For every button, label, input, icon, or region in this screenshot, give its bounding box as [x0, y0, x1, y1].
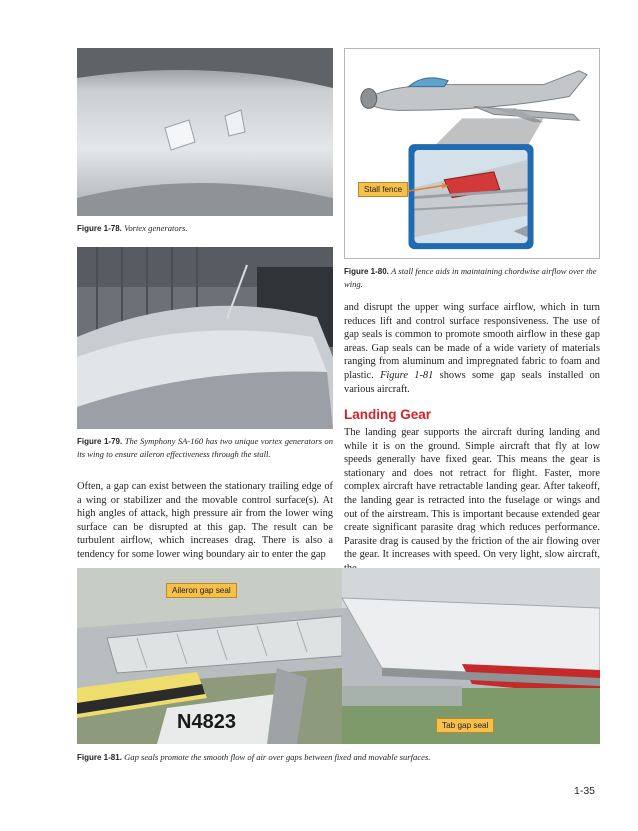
figure-1-78-caption	[77, 222, 333, 235]
caption-text: Gap seals promote the smooth flow of air over gaps between fixed and movable surfaces.	[124, 752, 431, 762]
vortex-generators-photo	[77, 48, 333, 216]
page-number: 1-35	[574, 785, 596, 797]
paragraph-text: and disrupt the upper wing surface airflow, which in turn reduces lift and control surface responsiveness. The use of gap seals is common to promote smooth airflow in these gap areas. Gap seals can be made of a wide variety of materials ranging from aluminum and impregnated fabric to foam and plastic.	[344, 302, 600, 381]
stall-fence-illustration	[344, 48, 600, 259]
figure-label: Figure 1-81.	[77, 753, 122, 762]
registration-text: N4823	[177, 711, 236, 733]
aileron-gap-seal-label: Aileron gap seal	[166, 583, 237, 598]
gap-seal-continued-paragraph	[344, 301, 600, 396]
landing-gear-paragraph: The landing gear supports the aircraft during landing and while it is on the ground. Simple aircraft that fly at low speeds generally have fixed gear. This means the gear is stationary and does not retract for flight. Faster, more complex aircraft have retractable landing gear. After takeoff, the landing gear is retracted into the fuselage or wings and out of the airstream. This is important because extended gear create significant parasite drag which reduces performance. Parasite drag is caused by the friction of the air flowing over the gear. It increases with speed. On very light, slow aircraft,	[344, 427, 600, 561]
figure-reference: Figure 1-81	[380, 369, 434, 381]
section-heading: Landing Gear	[344, 407, 432, 422]
figure-1-79-caption	[77, 435, 333, 461]
stall-fence-label: Stall fence	[358, 182, 408, 197]
symphony-wing-photo	[77, 247, 333, 429]
figure-1-80-caption	[344, 265, 600, 291]
paragraph-text: shows some gap seals installed on various aircraft.	[344, 369, 600, 395]
figure-1-81-caption	[77, 751, 600, 764]
figure-label: Figure 1-80.	[344, 267, 389, 276]
figure-label: Figure 1-79.	[77, 437, 123, 446]
caption-text: Vortex generators.	[124, 223, 188, 233]
figure-label: Figure 1-78.	[77, 224, 122, 233]
gap-seal-paragraph: Often, a gap can exist between the stationary trailing edge of a wing or stabilizer and the movable control surface(s). At high angles of attack, high pressure air from the lower wing surface can be disrupted at this gap. The result can be turbulent airflow, which increases drag. There is also a tendency for some lower wing boundary air to enter the gap	[77, 481, 333, 560]
tab-gap-seal-label: Tab gap seal	[436, 718, 494, 733]
caption-text: The Symphony SA-160 has two unique vortex generators on its wing to ensure aileron effectiveness through the stall.	[77, 436, 333, 459]
caption-text: A stall fence aids in maintaining chordwise airflow over the wing.	[344, 266, 597, 289]
